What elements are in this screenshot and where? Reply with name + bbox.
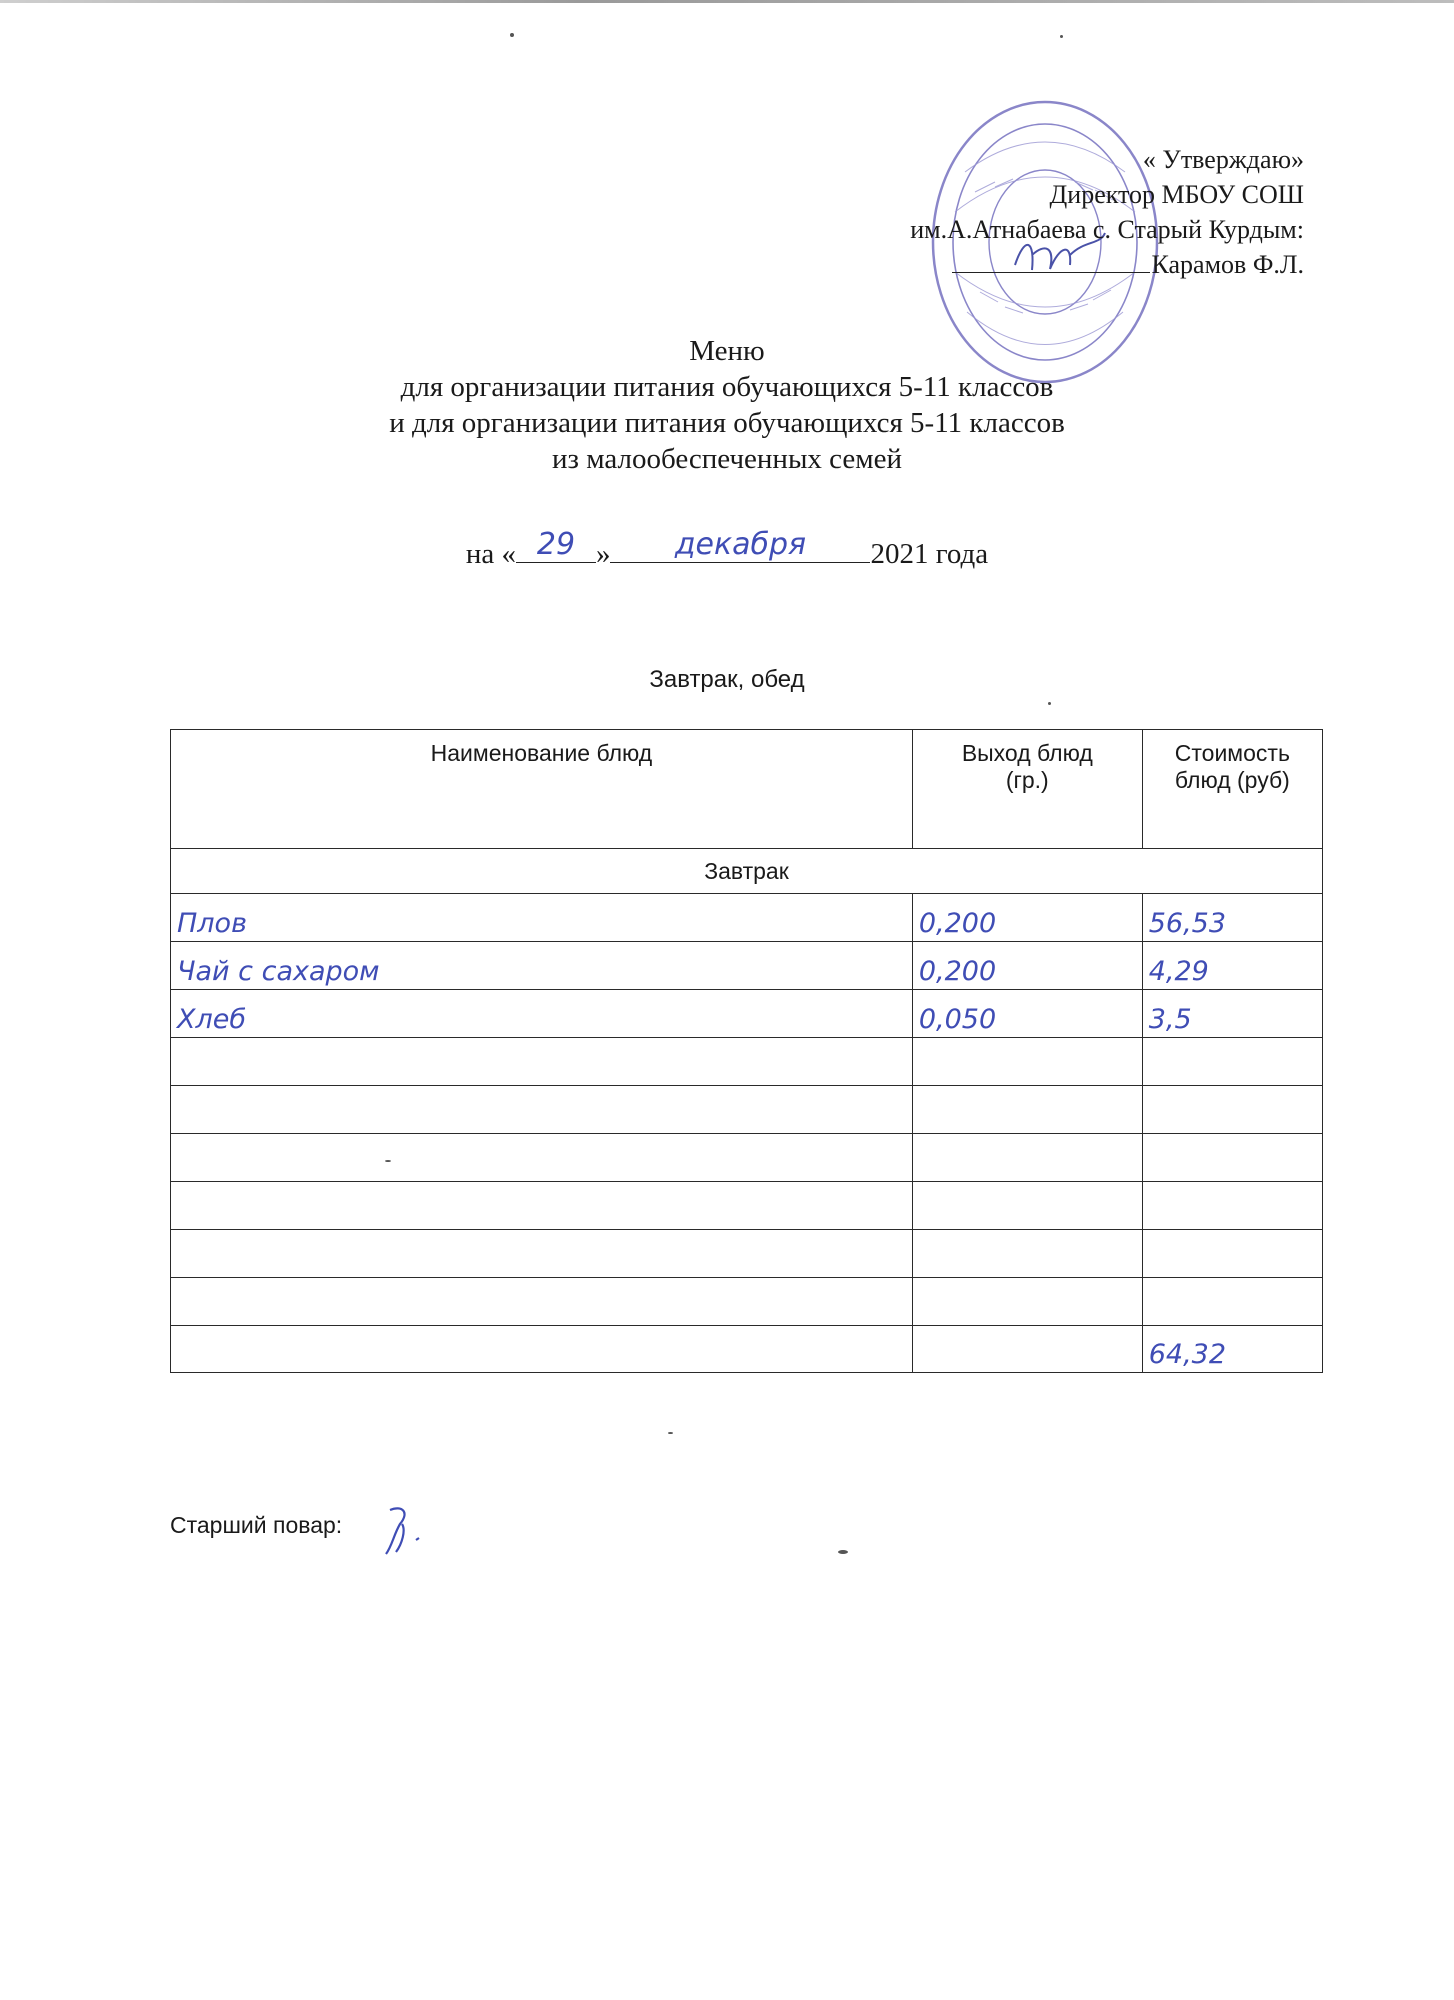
dish-cost-cell [1142,1038,1322,1086]
dish-yield-cell: 0,050 [912,990,1142,1038]
cook-signature [372,1500,432,1560]
title-line-1: Меню [689,335,765,367]
date-day: 29 [536,527,576,562]
header-yield-text: Выход блюд (гр.) [961,740,1093,793]
dish-cost-cell [1142,1230,1322,1278]
dish-cost-cell: 3,5 [1142,990,1322,1038]
dish-name-cell [171,1182,913,1230]
dish-name-cell [171,1230,913,1278]
dish-yield-cell [912,1182,1142,1230]
dish-yield-cell: 0,200 [912,942,1142,990]
date-month-blank [610,527,870,563]
dish-name-cell: Хлеб [171,990,913,1038]
dish-cost-cell [1142,1086,1322,1134]
table-row [171,1182,1323,1230]
menu-table [170,729,1323,1373]
dish-name-cell [171,1086,913,1134]
date-day-blank [516,527,596,563]
dish-cost-cell [1142,1182,1322,1230]
approval-signature-line [784,247,1304,282]
approval-position: Директор МБОУ СОШ [1049,180,1304,209]
header-yield [912,730,1142,849]
table-row [171,894,1323,942]
dish-cost-cell: 4,29 [1142,942,1322,990]
title-line-2: для организации питания обучающихся 5-11 классов [400,371,1054,403]
scan-speck [1048,702,1051,705]
table-row [171,1278,1323,1326]
total-yield-cell [912,1326,1142,1373]
date-prefix: на « [465,538,516,570]
scan-speck [510,33,514,37]
scan-speck [838,1550,848,1554]
dish-yield-cell [912,1278,1142,1326]
title-line-4: из малообеспеченных семей [551,443,903,475]
header-dish-name: Наименование блюд [171,730,913,849]
approval-school: им.А.Атнабаева с. Старый Курдым: [910,215,1304,244]
scan-speck [1060,35,1063,38]
date-middle: » [595,538,611,570]
signature-blank [952,248,1150,273]
approval-heading: « Утверждаю» [1142,145,1304,174]
total-cost-cell: 64,32 [1142,1326,1322,1373]
approval-block [784,142,1304,282]
dish-yield-cell [912,1134,1142,1182]
director-name: Карамов Ф.Л. [1151,250,1304,279]
table-row [171,942,1323,990]
title-line-3: и для организации питания обучающихся 5-11 классов [389,407,1065,439]
table-header-row [171,730,1323,849]
scan-speck [385,1160,391,1162]
dish-cost-cell [1142,1278,1322,1326]
dish-name-cell [171,1278,913,1326]
date-month: декабря [674,527,807,562]
dish-yield-cell [912,1230,1142,1278]
table-row [171,1230,1323,1278]
dish-cost-cell [1142,1134,1322,1182]
dish-yield-cell [912,1086,1142,1134]
dish-name-cell [171,1038,913,1086]
scan-speck [668,1432,673,1434]
header-cost-text: Стоимость блюд (руб) [1174,740,1290,793]
section-row [171,849,1323,894]
dish-yield-cell [912,1038,1142,1086]
dish-name-cell: Плов [171,894,913,942]
total-label-cell [171,1326,913,1373]
senior-cook-label: Старший повар: [170,1512,343,1538]
meal-type: Завтрак, обед [649,666,805,693]
table-row [171,990,1323,1038]
header-cost [1142,730,1322,849]
table-row [171,1134,1323,1182]
dish-cost-cell: 56,53 [1142,894,1322,942]
document-title [0,333,1454,477]
date-suffix: 2021 года [870,538,989,570]
dish-name-cell: Чай с сахаром [171,942,913,990]
menu-date [0,527,1454,571]
table-row [171,1038,1323,1086]
scan-top-edge [0,0,1454,3]
table-row [171,1086,1323,1134]
dish-yield-cell: 0,200 [912,894,1142,942]
total-row [171,1326,1323,1373]
dish-name-cell [171,1134,913,1182]
section-breakfast: Завтрак [171,849,1323,894]
